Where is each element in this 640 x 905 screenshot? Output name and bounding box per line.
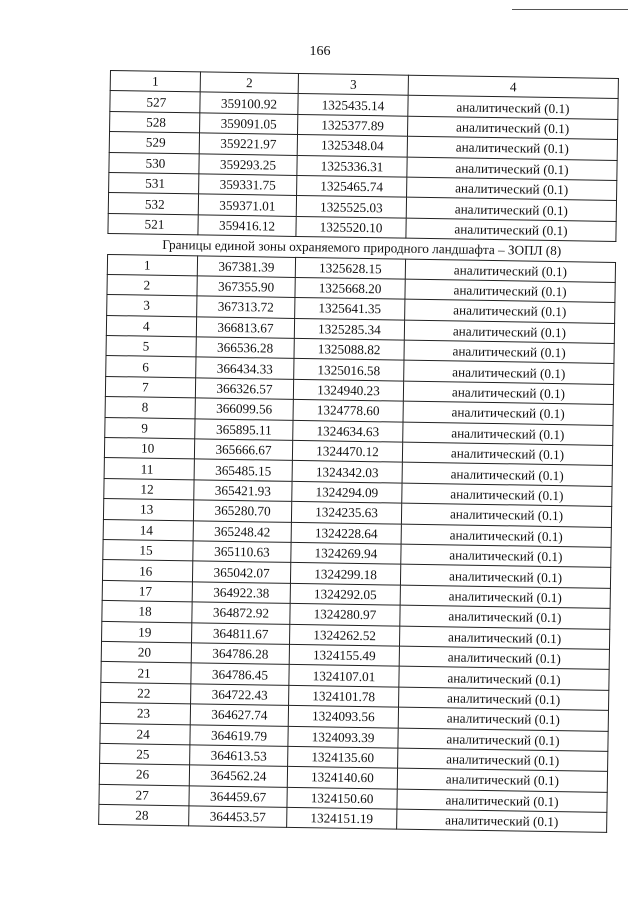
y-coordinate-cell: 1324151.19 <box>287 807 397 829</box>
point-number-cell: 6 <box>106 356 196 378</box>
x-coordinate-cell: 364786.28 <box>191 643 289 665</box>
y-coordinate-cell: 1324269.94 <box>291 542 401 564</box>
x-coordinate-cell: 364627.74 <box>190 704 288 726</box>
y-coordinate-cell: 1325525.03 <box>296 196 406 218</box>
method-cell: аналитический (0.1) <box>398 707 608 731</box>
x-coordinate-cell: 359331.75 <box>199 174 297 196</box>
x-coordinate-cell: 359371.01 <box>198 194 296 216</box>
y-coordinate-cell: 1325377.89 <box>298 114 408 136</box>
method-cell: аналитический (0.1) <box>401 503 611 527</box>
y-coordinate-cell: 1325435.14 <box>298 94 408 116</box>
x-coordinate-cell: 359416.12 <box>198 215 296 237</box>
point-number-cell: 22 <box>101 682 191 704</box>
y-coordinate-cell: 1325520.10 <box>296 216 406 238</box>
method-cell: аналитический (0.1) <box>406 218 616 242</box>
method-cell: аналитический (0.1) <box>405 299 615 323</box>
point-number-cell: 15 <box>103 539 193 561</box>
method-cell: аналитический (0.1) <box>398 748 608 772</box>
method-cell: аналитический (0.1) <box>398 728 608 752</box>
method-cell: аналитический (0.1) <box>397 789 607 813</box>
y-coordinate-cell: 1325285.34 <box>294 318 404 340</box>
point-number-cell: 20 <box>101 641 191 663</box>
point-number-cell: 529 <box>109 132 199 154</box>
method-cell: аналитический (0.1) <box>397 768 607 792</box>
y-coordinate-cell: 1324228.64 <box>291 522 401 544</box>
point-number-cell: 28 <box>99 804 189 826</box>
y-coordinate-cell: 1324262.52 <box>290 624 400 646</box>
point-number-cell: 23 <box>100 703 190 725</box>
y-coordinate-cell: 1324292.05 <box>290 583 400 605</box>
x-coordinate-cell: 364811.67 <box>192 622 290 644</box>
x-coordinate-cell: 365248.42 <box>193 520 291 542</box>
x-coordinate-cell: 365110.63 <box>193 541 291 563</box>
y-coordinate-cell: 1324299.18 <box>290 563 400 585</box>
x-coordinate-cell: 364562.24 <box>189 765 287 787</box>
page-number: 166 <box>309 44 331 59</box>
x-coordinate-cell: 365895.11 <box>195 419 293 441</box>
method-cell: аналитический (0.1) <box>400 585 610 609</box>
x-coordinate-cell: 364459.67 <box>189 786 287 808</box>
y-coordinate-cell: 1325465.74 <box>297 175 407 197</box>
y-coordinate-cell: 1325336.31 <box>297 155 407 177</box>
point-number-cell: 12 <box>104 478 194 500</box>
x-coordinate-cell: 367313.72 <box>197 296 295 318</box>
point-number-cell: 21 <box>101 662 191 684</box>
point-number-cell: 16 <box>102 560 192 582</box>
x-coordinate-cell: 366813.67 <box>196 317 294 339</box>
method-cell: аналитический (0.1) <box>407 136 617 160</box>
method-cell: аналитический (0.1) <box>407 116 617 140</box>
method-cell: аналитический (0.1) <box>406 198 616 222</box>
y-coordinate-cell: 1325348.04 <box>297 135 407 157</box>
point-number-cell: 2 <box>107 274 197 296</box>
point-number-cell: 531 <box>109 172 199 194</box>
y-coordinate-cell: 1324093.39 <box>288 726 398 748</box>
point-number-cell: 1 <box>107 254 197 276</box>
point-number-cell: 528 <box>110 111 200 133</box>
y-coordinate-cell: 1324101.78 <box>289 685 399 707</box>
point-number-cell: 530 <box>109 152 199 174</box>
point-number-cell: 7 <box>105 376 195 398</box>
y-coordinate-cell: 1325016.58 <box>294 359 404 381</box>
method-cell: аналитический (0.1) <box>405 279 615 303</box>
point-number-cell: 13 <box>103 499 193 521</box>
x-coordinate-cell: 367381.39 <box>197 255 295 277</box>
x-coordinate-cell: 364619.79 <box>190 724 288 746</box>
y-coordinate-cell: 1324778.60 <box>293 400 403 422</box>
coordinates-table-body <box>99 71 619 833</box>
method-cell: аналитический (0.1) <box>402 483 612 507</box>
method-cell: аналитический (0.1) <box>400 565 610 589</box>
method-cell: аналитический (0.1) <box>404 361 614 385</box>
x-coordinate-cell: 365280.70 <box>193 500 291 522</box>
coordinates-table-sheet <box>98 70 618 833</box>
header-cell: 3 <box>298 73 408 95</box>
x-coordinate-cell: 366099.56 <box>195 398 293 420</box>
point-number-cell: 4 <box>106 315 196 337</box>
point-number-cell: 527 <box>110 91 200 113</box>
method-cell: аналитический (0.1) <box>407 177 617 201</box>
method-cell: аналитический (0.1) <box>399 687 609 711</box>
point-number-cell: 14 <box>103 519 193 541</box>
y-coordinate-cell: 1325668.20 <box>295 277 405 299</box>
header-cell: 4 <box>408 75 618 99</box>
y-coordinate-cell: 1324107.01 <box>289 665 399 687</box>
x-coordinate-cell: 366434.33 <box>196 357 294 379</box>
method-cell: аналитический (0.1) <box>403 401 613 425</box>
x-coordinate-cell: 365042.07 <box>192 561 290 583</box>
y-coordinate-cell: 1324150.60 <box>287 787 397 809</box>
point-number-cell: 25 <box>100 743 190 765</box>
x-coordinate-cell: 364922.38 <box>192 582 290 604</box>
x-coordinate-cell: 366536.28 <box>196 337 294 359</box>
method-cell: аналитический (0.1) <box>399 626 609 650</box>
method-cell: аналитический (0.1) <box>401 524 611 548</box>
method-cell: аналитический (0.1) <box>402 463 612 487</box>
y-coordinate-cell: 1324093.56 <box>288 705 398 727</box>
point-number-cell: 19 <box>102 621 192 643</box>
x-coordinate-cell: 364872.92 <box>192 602 290 624</box>
method-cell: аналитический (0.1) <box>401 544 611 568</box>
y-coordinate-cell: 1324342.03 <box>292 461 402 483</box>
coordinates-table <box>98 70 619 833</box>
scan-edge-line <box>512 9 628 10</box>
x-coordinate-cell: 364613.53 <box>190 745 288 767</box>
method-cell: аналитический (0.1) <box>404 340 614 364</box>
method-cell: аналитический (0.1) <box>407 157 617 181</box>
method-cell: аналитический (0.1) <box>399 666 609 690</box>
method-cell: аналитический (0.1) <box>404 320 614 344</box>
method-cell: аналитический (0.1) <box>408 96 618 120</box>
y-coordinate-cell: 1324940.23 <box>293 379 403 401</box>
method-cell: аналитический (0.1) <box>402 442 612 466</box>
x-coordinate-cell: 364786.45 <box>191 663 289 685</box>
point-number-cell: 27 <box>99 784 189 806</box>
x-coordinate-cell: 359091.05 <box>200 113 298 135</box>
point-number-cell: 10 <box>104 437 194 459</box>
y-coordinate-cell: 1324140.60 <box>287 767 397 789</box>
x-coordinate-cell: 365421.93 <box>194 480 292 502</box>
x-coordinate-cell: 359221.97 <box>199 133 297 155</box>
point-number-cell: 18 <box>102 601 192 623</box>
method-cell: аналитический (0.1) <box>399 646 609 670</box>
method-cell: аналитический (0.1) <box>400 605 610 629</box>
point-number-cell: 521 <box>108 213 198 235</box>
x-coordinate-cell: 365485.15 <box>194 459 292 481</box>
method-cell: аналитический (0.1) <box>405 259 615 283</box>
y-coordinate-cell: 1324235.63 <box>291 502 401 524</box>
point-number-cell: 3 <box>107 295 197 317</box>
x-coordinate-cell: 367355.90 <box>197 276 295 298</box>
x-coordinate-cell: 364722.43 <box>191 684 289 706</box>
header-cell: 1 <box>110 71 200 93</box>
x-coordinate-cell: 366326.57 <box>195 378 293 400</box>
point-number-cell: 26 <box>99 764 189 786</box>
method-cell: аналитический (0.1) <box>403 422 613 446</box>
point-number-cell: 24 <box>100 723 190 745</box>
x-coordinate-cell: 359293.25 <box>199 153 297 175</box>
y-coordinate-cell: 1325628.15 <box>295 257 405 279</box>
point-number-cell: 8 <box>105 397 195 419</box>
y-coordinate-cell: 1325088.82 <box>294 339 404 361</box>
y-coordinate-cell: 1324155.49 <box>289 644 399 666</box>
header-cell: 2 <box>200 72 298 94</box>
y-coordinate-cell: 1324634.63 <box>293 420 403 442</box>
x-coordinate-cell: 365666.67 <box>194 439 292 461</box>
y-coordinate-cell: 1324294.09 <box>292 481 402 503</box>
point-number-cell: 11 <box>104 458 194 480</box>
point-number-cell: 532 <box>108 193 198 215</box>
point-number-cell: 9 <box>105 417 195 439</box>
y-coordinate-cell: 1324135.60 <box>288 746 398 768</box>
point-number-cell: 17 <box>102 580 192 602</box>
point-number-cell: 5 <box>106 336 196 358</box>
x-coordinate-cell: 359100.92 <box>200 92 298 114</box>
method-cell: аналитический (0.1) <box>397 809 607 833</box>
section-title: Границы единой зоны охраняемого природного ландшафта – ЗОПЛ (8) <box>108 234 616 262</box>
y-coordinate-cell: 1324280.97 <box>290 604 400 626</box>
method-cell: аналитический (0.1) <box>403 381 613 405</box>
x-coordinate-cell: 364453.57 <box>189 806 287 828</box>
y-coordinate-cell: 1325641.35 <box>295 298 405 320</box>
y-coordinate-cell: 1324470.12 <box>292 440 402 462</box>
